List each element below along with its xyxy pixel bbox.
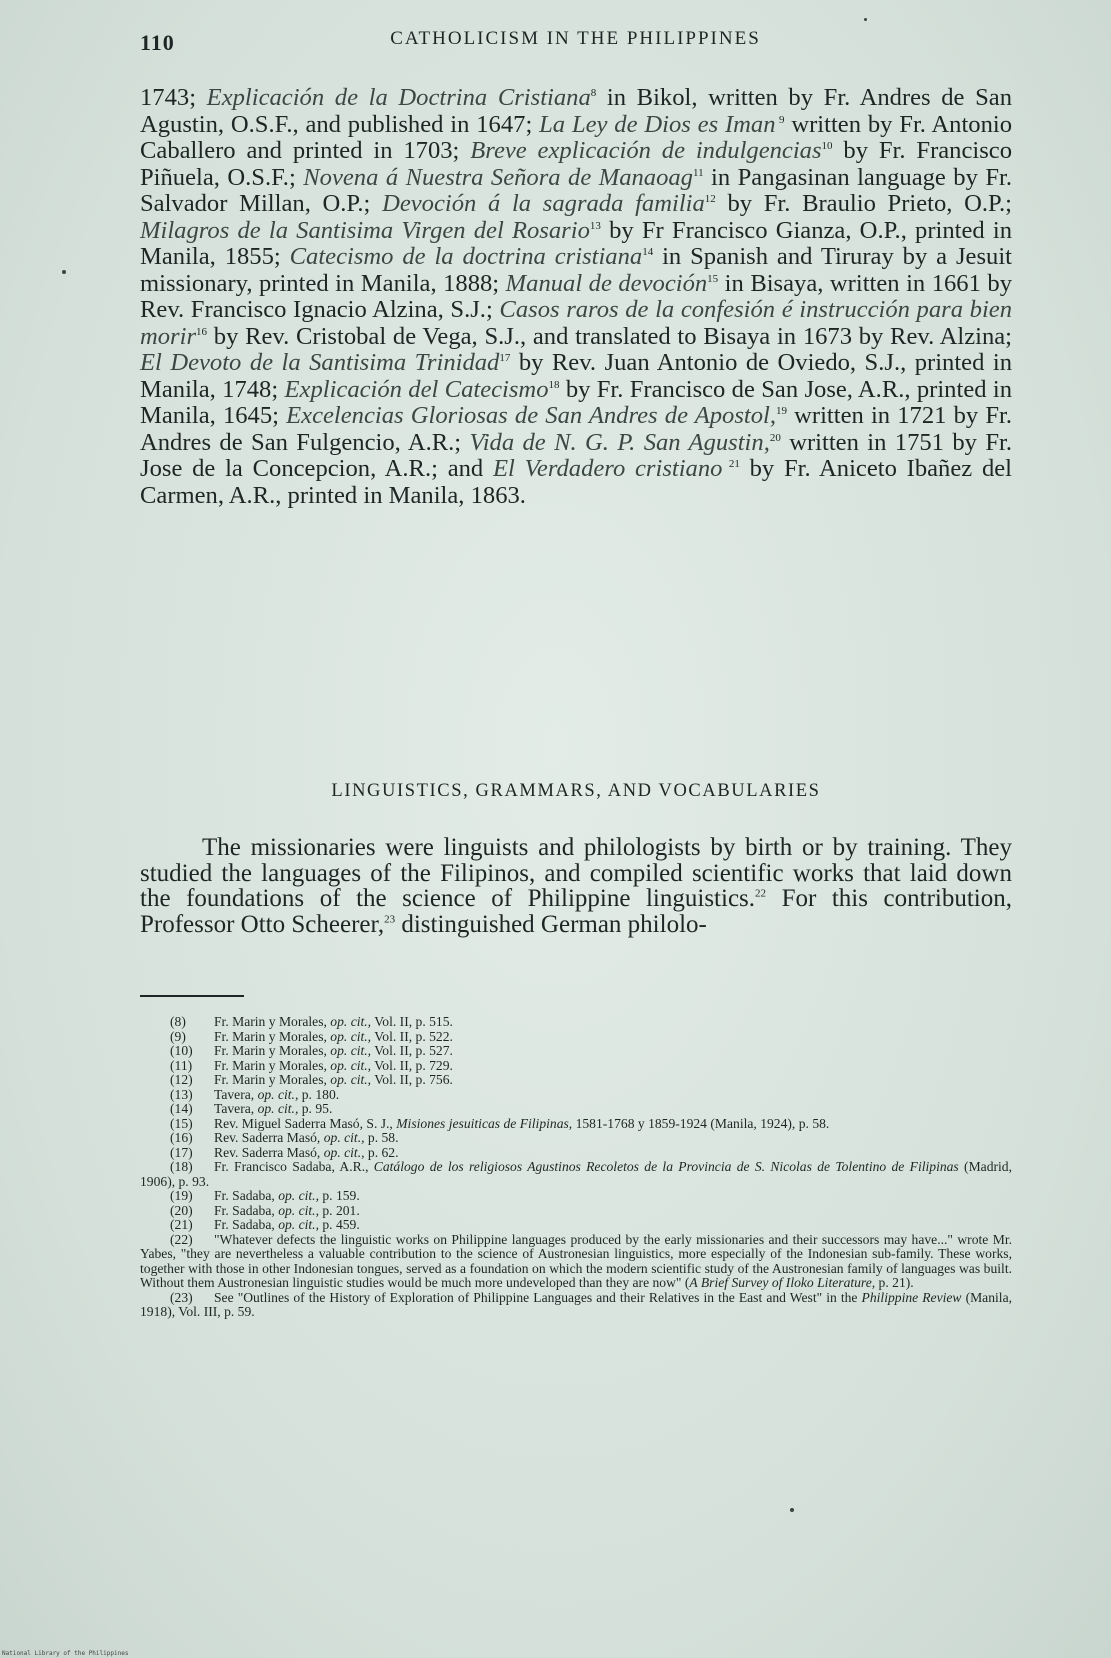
footnote <box>140 1233 1012 1291</box>
footnote <box>140 1030 1012 1045</box>
body-italic-title: El Devoto de la Santisima Trinidad <box>140 349 500 376</box>
footnote-number: (12) <box>170 1072 193 1087</box>
footnote <box>140 1117 1012 1132</box>
footnote-text: Fr. Marin y Morales, <box>214 1028 331 1044</box>
footnote-number: (19) <box>170 1188 193 1203</box>
footnote-ref: 9 <box>775 113 785 126</box>
footnote-ref: 23 <box>384 913 396 926</box>
footnote-text: p. 62. <box>364 1144 399 1160</box>
footnote-text: Fr. Francisco Sadaba, A.R., <box>214 1159 374 1174</box>
footnote-text: Tavera, <box>214 1101 258 1116</box>
footnote-text: p. 58. <box>364 1130 399 1145</box>
dust-speck <box>62 270 66 274</box>
footnote-text: Rev. Saderra Masó, <box>214 1144 324 1160</box>
footnote-number: (22) <box>170 1231 193 1247</box>
body-text: by Fr. Francisco Piñuela, O.S.F.; <box>140 137 1013 191</box>
footnote-text: p. 159. <box>318 1188 360 1203</box>
footnote-italic-title: op. cit., <box>323 1144 365 1160</box>
section-text: For this contribution, Professor Otto Scheerer, <box>140 885 1012 938</box>
library-label: National Library of the Philippines <box>2 1650 129 1657</box>
body-italic-title: Explicación del Catecismo <box>284 375 549 403</box>
footnote-ref: 11 <box>692 166 704 179</box>
footnote-italic-title: op. cit., <box>278 1202 319 1218</box>
footnote-number: (16) <box>170 1130 193 1145</box>
footnote <box>140 1088 1012 1103</box>
footnote <box>140 1073 1012 1088</box>
footnote-number: (17) <box>170 1144 193 1160</box>
section-paragraph-text <box>140 835 1012 937</box>
footnote-text: Fr. Marin y Morales, <box>214 1043 331 1058</box>
footnote-italic-title: op. cit., <box>323 1130 365 1145</box>
footnote-number: (10) <box>170 1043 193 1058</box>
footnote-italic-title: op. cit., <box>278 1188 319 1203</box>
body-italic-title: Milagros de la Santisima Virgen del Rosario <box>140 216 590 244</box>
footnote-ref: 22 <box>755 887 767 900</box>
body-text: by Fr. Aniceto Ibañez del Carmen, A.R., printed in Manila, 1863. <box>140 455 1012 509</box>
body-text: by Fr Francisco Gianza, O.P., printed in Manila, 1855; <box>140 216 1013 270</box>
body-text: in Bisaya, written in 1661 by Rev. Francisco Ignacio Alzina, S.J.; <box>140 269 1012 323</box>
footnote-text: Vol. II, p. 527. <box>371 1043 453 1058</box>
footnote <box>140 1218 1012 1233</box>
footnote-number: (14) <box>170 1101 193 1116</box>
body-text: written in 1751 by Fr. Jose de la Concepcion, A.R.; and <box>140 428 1012 482</box>
footnote-number: (21) <box>170 1217 193 1232</box>
footnote-italic-title: Misiones jesuiticas de Filipinas, <box>396 1115 573 1131</box>
footnote-text: (Manila, 1918), Vol. III, p. 59. <box>140 1289 1012 1319</box>
section-paragraph <box>140 835 1012 937</box>
footnote-text: Vol. II, p. 522. <box>371 1028 453 1044</box>
footnote-number: (15) <box>170 1115 193 1131</box>
footnote-text: p. 95. <box>298 1101 333 1116</box>
body-italic-title: Manual de devoción <box>505 269 708 297</box>
body-italic-title: Excelencias Gloriosas de San Andres de Apostol, <box>286 402 776 429</box>
footnote-number: (18) <box>170 1159 193 1174</box>
footnote-ref: 20 <box>769 431 781 444</box>
body-text: written by Fr. Antonio Caballero and printed in 1703; <box>140 110 1013 164</box>
running-title: CATHOLICISM IN THE PHILIPPINES <box>390 28 761 49</box>
footnote-text: p. 459. <box>318 1217 360 1232</box>
footnote-italic-title: op. cit., <box>330 1014 372 1029</box>
body-text: by Rev. Cristobal de Vega, S.J., and translated to Bisaya in 1673 by Rev. Alzina; <box>207 322 1012 350</box>
footnote-ref: 14 <box>642 245 654 258</box>
footnote-italic-title: op. cit., <box>330 1072 372 1087</box>
footnote <box>140 1015 1012 1030</box>
body-italic-title: La Ley de Dios es Iman <box>539 110 776 138</box>
body-italic-title: El Verdadero cristiano <box>492 455 723 482</box>
footnotes <box>140 1015 1012 1320</box>
dust-speck <box>790 1508 794 1512</box>
footnote-text: Fr. Sadaba, <box>214 1217 279 1232</box>
footnote-number: (8) <box>170 1014 186 1029</box>
body-italic-title: Breve explicación de indulgencias <box>470 137 822 164</box>
footnote-ref: 18 <box>548 378 560 391</box>
footnote-text: Vol. II, p. 515. <box>371 1014 453 1029</box>
body-text: in Bikol, written by Fr. Andres de San Agustin, O.S.F., and published in 1647; <box>140 84 1013 138</box>
footnote-text: Fr. Sadaba, <box>214 1202 279 1218</box>
body-text: written in 1721 by Fr. Andres de San Fulgencio, A.R.; <box>140 402 1012 456</box>
footnote-text: Rev. Miguel Saderra Masó, S. J., <box>214 1115 397 1131</box>
section-text: distinguished German philolo- <box>395 910 707 938</box>
footnote-divider <box>140 995 244 997</box>
footnote-text: Rev. Saderra Masó, <box>214 1130 324 1145</box>
footnote-italic-title: op. cit., <box>330 1028 372 1044</box>
footnote <box>140 1189 1012 1204</box>
footnote-italic-title: A Brief Survey of Iloko Literature, <box>689 1275 876 1290</box>
body-text: by Fr. Braulio Prieto, O.P.; <box>715 190 1012 217</box>
footnote <box>140 1059 1012 1074</box>
footnote-text: Fr. Marin y Morales, <box>214 1057 331 1073</box>
footnote-italic-title: Philippine Review <box>861 1289 962 1305</box>
footnote-text: 1581-1768 y 1859-1924 (Manila, 1924), p. 58. <box>572 1115 830 1131</box>
footnote-italic-title: Catálogo de los religiosos Agustinos Recoletos de la Provincia de S. Nicolas de Tolentino de Filipinas <box>373 1159 959 1174</box>
footnote <box>140 1102 1012 1117</box>
footnote-italic-title: op. cit., <box>330 1043 372 1058</box>
footnote-text: p. 21). <box>875 1275 914 1290</box>
footnote-text: Vol. II, p. 756. <box>371 1072 453 1087</box>
footnote-italic-title: op. cit., <box>257 1101 299 1116</box>
footnote-text: See "Outlines of the History of Exploration of Philippine Languages and their Relatives in the East and West" in the <box>214 1289 862 1305</box>
footnote-text: Fr. Marin y Morales, <box>214 1072 331 1087</box>
body-paragraph <box>140 85 1012 509</box>
footnote-ref: 15 <box>707 272 719 285</box>
footnote-ref: 17 <box>499 351 511 364</box>
footnote-text: (Madrid, 1906), p. 93. <box>140 1159 1012 1189</box>
body-italic-title: Novena á Nuestra Señora de Manaoag <box>303 163 693 191</box>
footnote-number: (13) <box>170 1086 193 1102</box>
footnote <box>140 1131 1012 1146</box>
section-text: The missionaries were linguists and philologists by birth or by training. They studied the languages of the Filipinos, and compiled scientific works that laid down the foundations of the science of Philippine linguistics. <box>140 834 1012 912</box>
footnote-text: Fr. Marin y Morales, <box>214 1014 331 1029</box>
footnote <box>140 1204 1012 1219</box>
footnote-ref: 12 <box>704 192 716 205</box>
body-italic-title: Catecismo de la doctrina cristiana <box>289 243 643 270</box>
body-italic-title: Devoción á la sagrada familia <box>382 190 705 217</box>
page-number: 110 <box>140 30 175 55</box>
footnote-number: (23) <box>170 1289 193 1305</box>
footnote-number: (11) <box>170 1057 193 1073</box>
section-heading: LINGUISTICS, GRAMMARS, AND VOCABULARIES <box>331 781 821 801</box>
footnote <box>140 1146 1012 1161</box>
page-header <box>140 28 1011 62</box>
body-text: in Spanish and Tiruray by a Jesuit missionary, printed in Manila, 1888; <box>140 243 1012 297</box>
footnote-italic-title: op. cit., <box>278 1217 319 1232</box>
body-text: 1743; <box>140 84 207 111</box>
body-italic-title: Explicación de la Doctrina Cristiana <box>206 84 591 111</box>
footnote-ref: 13 <box>589 219 601 232</box>
footnote-text: Tavera, <box>214 1086 258 1102</box>
footnote-italic-title: op. cit., <box>257 1086 299 1102</box>
footnote <box>140 1160 1012 1189</box>
footnote-text: p. 201. <box>318 1202 360 1218</box>
body-text: in Pangasinan language by Fr. Salvador Millan, O.P.; <box>140 163 1012 217</box>
footnote-number: (9) <box>170 1028 186 1044</box>
body-paragraph-text <box>140 85 1012 509</box>
body-italic-title: Vida de N. G. P. San Agustin, <box>469 428 770 456</box>
body-text: by Rev. Juan Antonio de Oviedo, S.J., printed in Manila, 1748; <box>140 349 1012 403</box>
footnote-ref: 16 <box>196 325 208 338</box>
footnote-italic-title: op. cit., <box>330 1057 372 1073</box>
footnote-ref: 19 <box>776 404 787 417</box>
footnote-text: "Whatever defects the linguistic works on Philippine languages produced by the early missionaries and their successors may have..." wrote Mr. Yabes, "they are nevertheless a valuable contribution to the science of Austronesian linguistics, more especially of the Indonesian sub-family. These works, together with those in other Indonesian tongues, served as a foundation on which the modern scientific study of the Austronesian family of languages was built. Without them Austronesian linguistic studies would be much more undeveloped than they are now" ( <box>140 1231 1012 1290</box>
footnote-ref: 8 <box>590 86 597 99</box>
footnote-text: Vol. II, p. 729. <box>371 1057 453 1073</box>
body-italic-title: Casos raros de la confesión é instrucción para bien morir <box>140 296 1012 350</box>
body-text: by Fr. Francisco de San Jose, A.R., printed in Manila, 1645; <box>140 375 1012 429</box>
footnote-number: (20) <box>170 1202 193 1218</box>
dust-speck <box>864 18 867 21</box>
footnote <box>140 1044 1012 1059</box>
footnote <box>140 1291 1012 1320</box>
footnote-ref: 21 <box>722 457 740 470</box>
footnote-ref: 10 <box>821 139 833 152</box>
footnote-text: p. 180. <box>298 1086 340 1102</box>
footnote-text: Fr. Sadaba, <box>214 1188 279 1203</box>
